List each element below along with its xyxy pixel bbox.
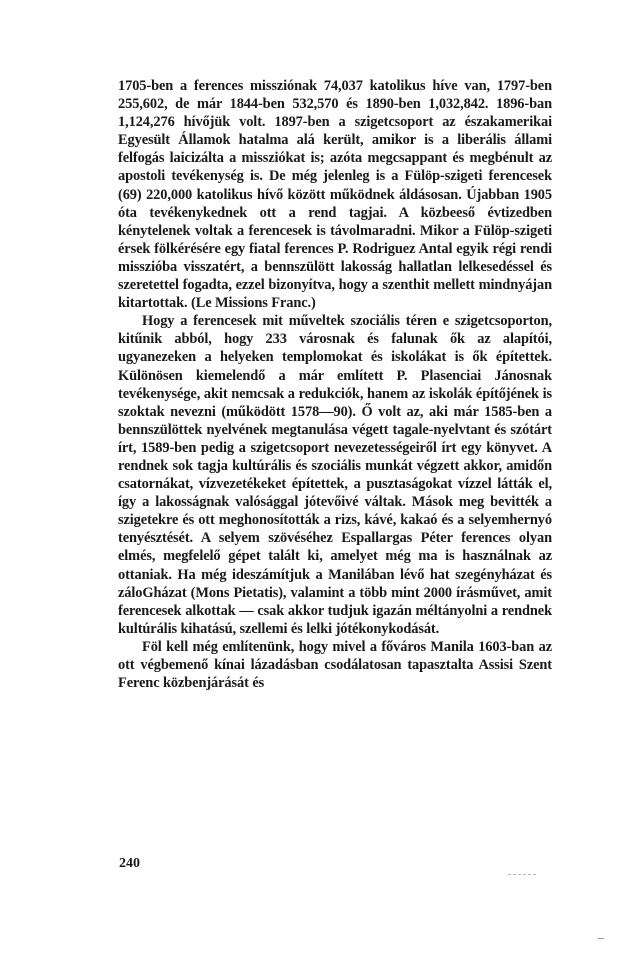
scan-smudge xyxy=(508,874,536,877)
page-number: 240 xyxy=(119,856,140,871)
paragraph-3: Föl kell még említenünk, hogy mivel a főváros Manila 1603-ban az ott végbemenő kínai lázadásban csodálatosan tapasztalta Assisi Szent Ferenc közbenjárását és xyxy=(118,638,552,692)
scan-edge-mark xyxy=(598,938,604,939)
paragraph-1: 1705-ben a ferences missziónak 74,037 katolikus híve van, 1797-ben 255,602, de már 1844-ben 532,570 és 1890-ben 1,032,842. 1896-ban 1,124,276 hívőjük volt. 1897-ben a szigetcsoport az északamerikai Egyesült Államok hatalma alá került, amikor is a liberális állami felfogás laicizálta a missziókat is; azóta megcsappant és megbénult az apostoli tevékenység is. De még jelenleg is a Fülöp-szigeti ferencesek (69) 220,000 katolikus hívő között működnek áldásosan. Újabban 1905 óta tevékenykednek ott a rend tagjai. A közbeeső évtizedben kénytelenek voltak a ferencesek is távolmaradni. Mikor a Fülöp-szigeti érsek fölkérésére egy fiatal ferences P. Rodriguez Antal egyik régi rendi misszióba visszatért, a bennszülött lakosság hallatlan lelkesedéssel és szeretettel fogadta, ezzel bizonyítva, hogy a szenthit mellett mindnyájan kitartottak. (Le Missions Franc.) xyxy=(118,78,552,312)
paragraph-2: Hogy a ferencesek mit műveltek szociális téren e szigetcsoporton, kitűnik abból, hogy 233 városnak és falunak ők az alapítói, ugyanezeken a helyeken templomokat és iskolákat is ők építettek. Különösen kiemelendő a már említett P. Plasenciai Jánosnak tevékenysége, akit nemcsak a redukciók, hanem az iskolák építőjének is szoktak nevezni (működött 1578—90). Ő volt az, aki már 1585-ben a bennszülöttek nyelvének megtanulása végett tagale-nyelvtant és szótárt írt, 1589-ben pedig a szigetcsoport nevezetességeiről írt egy könyvet. A rendnek sok tagja kultúrális és szociális munkát végzett akkor, amidőn csatornákat, vízvezetékeket építettek, a pusztaságokat vízzel látták el, így a lakosságnak valósággal jótevőivé váltak. Mások meg bevitték a szigetekre és ott meghonosították a rizs, kávé, kakaó és a selyemhernyó tenyésztését. A selyem szövéséhez Espallargas Péter ferences olyan elmés, megfelelő gépet talált ki, amelyet még ma is használnak az ottaniak. Ha még ideszámítjuk a Manilában lévő hat szegényházat és záloGházat (Mons Pietatis), valamint a több mint 2000 írásművet, amit ferencesek alkottak — csak akkor tudjuk igazán méltányolni a rendnek kultúrális kihatású, szellemi és lelki jótékonykodását. xyxy=(118,313,552,637)
body-text xyxy=(118,77,552,692)
